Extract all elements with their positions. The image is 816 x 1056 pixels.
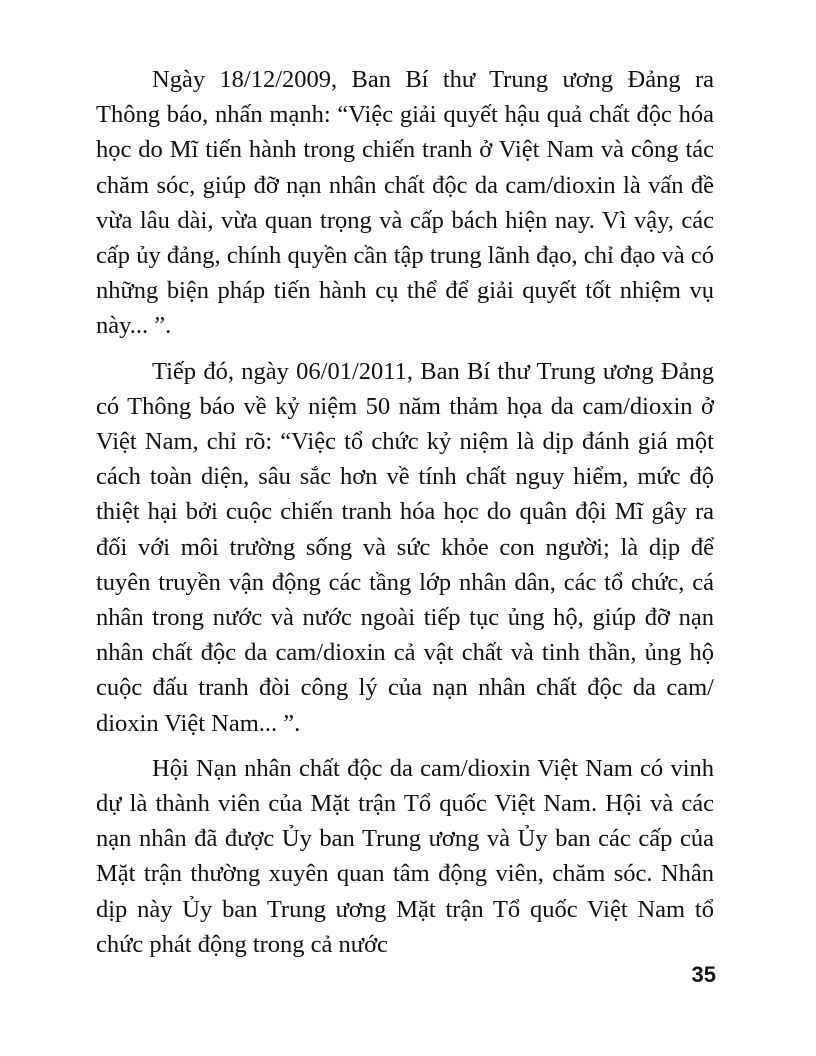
page-number: 35 xyxy=(691,962,716,987)
paragraph-1: Ngày 18/12/2009, Ban Bí thư Trung ương Đảng ra Thông báo, nhấn mạnh: “Việc giải quyết hậu quả chất độc hóa học do Mĩ tiến hành trong chiến tranh ở Việt Nam và công tác chăm sóc, giúp đỡ nạn nhân chất độc da cam/dioxin là vấn đề vừa lâu dài, vừa quan trọng và cấp bách hiện nay. Vì vậy, các cấp ủy đảng, chính quyền cần tập trung lãnh đạo, chỉ đạo và có những biện pháp tiến hành cụ thể để giải quyết tốt nhiệm vụ này... ”. xyxy=(96,66,714,340)
body-text xyxy=(96,62,714,972)
paragraph-2: Tiếp đó, ngày 06/01/2011, Ban Bí thư Trung ương Đảng có Thông báo về kỷ niệm 50 năm thảm họa da cam/dioxin ở Việt Nam, chỉ rõ: “Việc tổ chức kỷ niệm là dịp đánh giá một cách toàn diện, sâu sắc hơn về tính chất nguy hiểm, mức độ thiệt hại bởi cuộc chiến tranh hóa học do quân đội Mĩ gây ra đối với môi trường sống và sức khỏe con người; là dịp để tuyên truyền vận động các tầng lớp nhân dân, các tổ chức, cá nhân trong nước và nước ngoài tiếp tục ủng hộ, giúp đỡ nạn nhân chất độc da cam/dioxin cả vật chất và tinh thần, ủng hộ cuộc đấu tranh đòi công lý của nạn nhân chất độc da cam/ dioxin Việt Nam... ”. xyxy=(96,357,714,737)
paragraph-3: Hội Nạn nhân chất độc da cam/dioxin Việt Nam có vinh dự là thành viên của Mặt trận Tổ quốc Việt Nam. Hội và các nạn nhân đã được Ủy ban Trung ương và Ủy ban các cấp của Mặt trận thường xuyên quan tâm động viên, chăm sóc. Nhân dịp này Ủy ban Trung ương Mặt trận Tổ quốc Việt Nam tổ chức phát động trong cả nước xyxy=(96,754,714,958)
